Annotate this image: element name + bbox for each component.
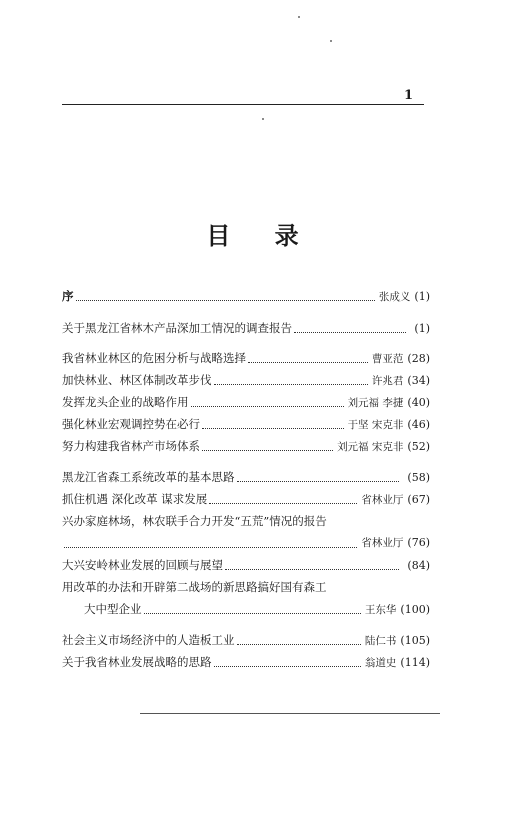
toc-entry-title: 努力构建我省林产市场体系 [62,439,200,453]
toc-entry[interactable] [62,372,430,390]
toc-entry-title: 抓住机遇 深化改革 谋求发展 [62,492,208,506]
toc-entry-title: 社会主义市场经济中的人造板工业 [62,633,235,647]
leader-dots [202,428,344,429]
toc-entry-author: 陆仁书 [364,635,397,647]
toc-entry-author: 翁道史 [364,657,397,669]
toc-entry[interactable] [62,438,430,456]
toc-entry-title: 黑龙江省森工系统改革的基本思路 [62,470,235,484]
header-rule [62,104,424,105]
toc-entry-page: (76) [407,536,430,549]
toc-entry-title: 加快林业、林区体制改革步伐 [62,373,212,387]
leader-dots [214,384,368,385]
leader-dots [76,300,375,301]
toc-entry-author: 于坚 宋克非 [347,419,404,431]
toc-entry-page: (1) [414,322,430,335]
toc-entry[interactable] [62,394,430,412]
toc-entry-author: 刘元福 宋克非 [337,441,404,453]
toc-entry[interactable] [62,350,430,368]
leader-dots [214,666,361,667]
toc-entry-title: 我省林业林区的危困分析与战略选择 [62,351,246,365]
toc-entry[interactable] [62,579,430,597]
toc-entry-author: 张成义 [378,291,411,303]
toc-entry-title: 关于我省林业发展战略的思路 [62,655,212,669]
toc-entry-title: 关于黑龙江省林木产品深加工情况的调查报告 [62,321,292,335]
toc-entry[interactable] [62,557,430,575]
toc-entry[interactable] [62,288,430,306]
toc-entry[interactable] [62,469,430,487]
leader-dots [209,503,357,504]
leader-dots [237,481,400,482]
toc-entry-author: 省林业厅 [361,537,404,549]
page-number: 1 [404,88,414,103]
toc-entry[interactable] [62,654,430,672]
toc-entry[interactable] [62,491,430,509]
toc-entry[interactable] [62,320,430,338]
scan-speck [262,118,264,120]
leader-dots [64,547,357,548]
toc-entry-author: 省林业厅 [361,494,404,506]
toc-entry-title: 发挥龙头企业的战略作用 [62,395,189,409]
scan-speck [298,16,300,18]
bottom-rule [140,713,440,714]
page-title: 目 录 [206,221,317,250]
toc-entry-title: 大中型企业 [84,602,142,616]
leader-dots [294,332,406,333]
leader-dots [191,406,344,407]
scan-speck [330,40,332,42]
toc-entry-title: 强化林业宏观调控势在必行 [62,417,200,431]
leader-dots [237,644,361,645]
leader-dots [202,450,333,451]
toc-entry-page: (84) [407,559,430,572]
toc-entry-page: (34) [407,374,430,387]
toc-entry-continuation[interactable] [62,535,430,553]
toc-entry-title: 用改革的办法和开辟第二战场的新思路搞好国有森工 [62,580,327,594]
toc-entry-page: (105) [400,634,430,647]
toc-entry-page: (28) [407,352,430,365]
toc-entry[interactable] [62,632,430,650]
leader-dots [144,613,361,614]
toc-entry-author: 刘元福 李捷 [347,397,404,409]
toc-entry-title: 序 [62,289,74,303]
toc-entry-author: 许兆君 [371,375,404,387]
toc-entry[interactable] [62,416,430,434]
toc-entry-page: (46) [407,418,430,431]
toc-entry-page: (40) [407,396,430,409]
toc-entry-page: (1) [414,290,430,303]
toc-entry-page: (58) [407,471,430,484]
toc-entry-page: (114) [400,656,430,669]
toc-entry-title: 大兴安岭林业发展的回顾与展望 [62,558,223,572]
toc-entry-continuation[interactable] [62,601,430,619]
toc-entry-title: 兴办家庭林场，林农联手合力开发“五荒”情况的报告 [62,514,327,528]
toc-entry-page: (67) [407,493,430,506]
toc-entry-page: (100) [400,603,430,616]
toc-entry[interactable] [62,513,430,531]
leader-dots [225,569,399,570]
toc-entry-page: (52) [407,440,430,453]
toc-entry-author: 曹亚范 [371,353,404,365]
toc-entry-author: 王东华 [364,604,397,616]
leader-dots [248,362,368,363]
